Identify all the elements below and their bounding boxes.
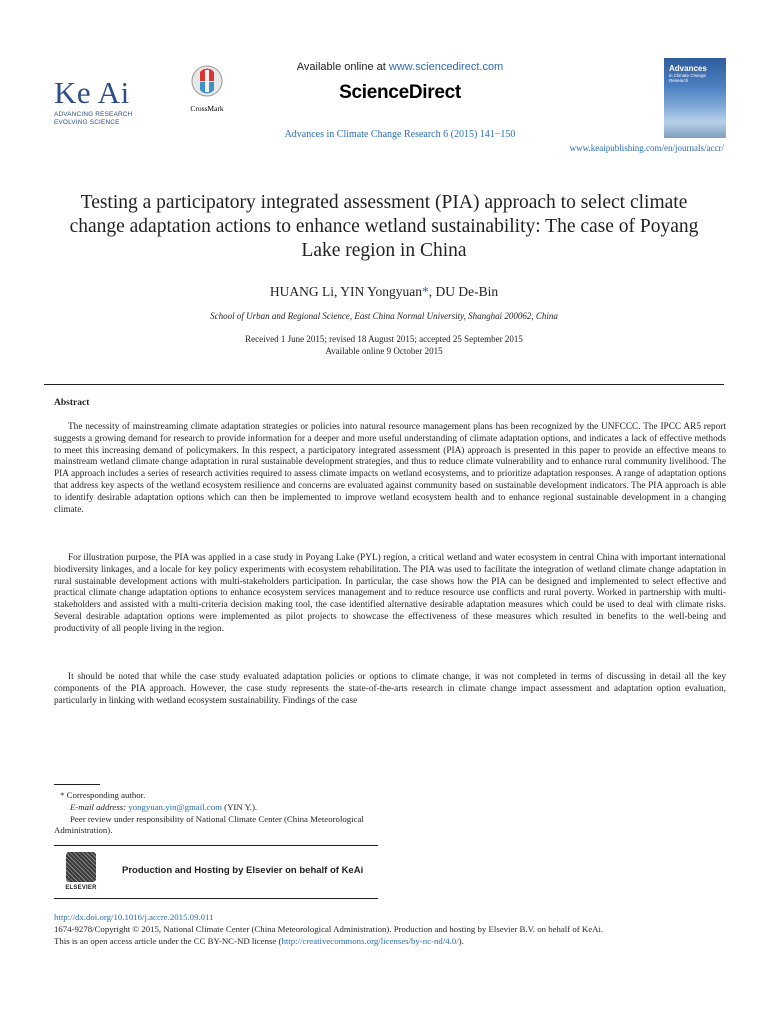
elsevier-logo bbox=[62, 850, 100, 894]
sciencedirect-link[interactable]: www.sciencedirect.com bbox=[388, 61, 504, 73]
license-line bbox=[54, 936, 464, 947]
footnote-divider bbox=[54, 784, 100, 785]
elsevier-wordmark: ELSEVIER bbox=[65, 885, 97, 891]
corresponding-author-marker[interactable]: * bbox=[422, 284, 429, 299]
crossmark-label: CrossMark bbox=[190, 104, 224, 113]
authors-first: HUANG Li, YIN Yongyuan bbox=[269, 284, 422, 299]
email-note bbox=[70, 802, 257, 813]
available-online bbox=[270, 61, 530, 73]
available-online-date: Available online 9 October 2015 bbox=[325, 346, 443, 356]
corresponding-author-note: * Corresponding author. bbox=[60, 790, 146, 800]
available-online-prefix: Available online at bbox=[296, 61, 389, 73]
keai-logo bbox=[54, 75, 136, 126]
author-list bbox=[60, 284, 708, 300]
cover-subtitle: in Climate Change Research bbox=[669, 73, 707, 83]
crossmark-badge[interactable] bbox=[184, 64, 230, 113]
abstract-paragraph-3: It should be noted that while the case study evaluated adaptation policies or options to climate change, it was not completed in terms of discussing in detail all the key components of the PIA approach. However, the case study represents the state-of-the-arts research in climate change impact assessment and adaptation option evaluation, particularly in linking with wetland ecosystem sustainability. Findings of the case bbox=[54, 672, 726, 706]
keai-tagline-1: ADVANCING RESEARCH bbox=[54, 111, 133, 118]
email-label: E-mail address: bbox=[70, 802, 129, 812]
elsevier-tree-icon bbox=[66, 852, 96, 882]
license-suffix: ). bbox=[458, 936, 464, 946]
abstract-paragraph-1: The necessity of mainstreaming climate adaptation strategies or policies into natural resource management plans has been recognized by the UNFCCC. The IPCC AR5 report suggests a growing demand for research to provide information for a deeper and more useful understanding of climate adaptation options, and indicates a lack of effective methods to meet this increasing demand of policymakers. In this respect, a participatory integrated assessment (PIA) approach is presented in this paper to provide an effective means to mainstream wetland climate change adaptation in rural sustainable development strategies, and thus to reduce climate vulnerability and to enhance rural community livelihood. The PIA approach includes a series of research activities required to assess climate impacts on wetland ecosystems, and to prioritize adaptation responses. A range of adaptation options that address key aspects of the wetland ecosystem resilience and concerns are evaluated against community based on sustainable development indicators. The PIA approach is able to identify desirable adaptation options which can then be implemented to improve wetland ecosystem health and to enhance regional sustainable development in a changing climate. bbox=[54, 422, 726, 515]
journal-reference[interactable]: Advances in Climate Change Research 6 (2015) 141−150 bbox=[284, 129, 516, 140]
authors-rest: , DU De-Bin bbox=[428, 284, 499, 299]
elsevier-hosting-text: Production and Hosting by Elsevier on behalf of KeAi bbox=[122, 865, 364, 876]
sciencedirect-logo: ScienceDirect bbox=[339, 82, 461, 103]
doi-link[interactable]: http://dx.doi.org/10.1016/j.accre.2015.09.011 bbox=[54, 912, 214, 922]
keai-tagline bbox=[54, 111, 136, 126]
email-suffix: (YIN Y.). bbox=[221, 802, 258, 812]
license-prefix: This is an open access article under the CC BY-NC-ND license ( bbox=[54, 936, 282, 946]
abstract-paragraph-2: For illustration purpose, the PIA was applied in a case study in Poyang Lake (PYL) region, a critical wetland and water ecosystem in central China with important international biodiversity linkages, and a locale for key policy experiments with ecosystem rehabilitation. The PIA was used to facilitate the integration of wetland climate change adaptation in rural sustainable development actions with multi-stakeholders participation. In particular, the case shows how the PIA can be designed and implemented to select effective and practical climate change adaptation options to enhance ecosystem services management and to reduce resource use conflicts and rural poverty. Worked in partnership with multi-stakeholders and assisted with a multi-criteria decision making tool, the case identified alternative desirable adaptation measures which could be used to deal with climate risks. Several desirable adaptation options were implemented as pilot projects to showcase the effectiveness of these measures which resulted in benefits to the well-being and productivity of all people living in the region. bbox=[54, 553, 726, 634]
abstract-heading: Abstract bbox=[54, 398, 90, 408]
keai-wordmark: Ke Ai bbox=[54, 75, 130, 110]
elsevier-hosting-banner bbox=[54, 845, 378, 899]
copyright-line: 1674-9278/Copyright © 2015, National Climate Center (China Meteorological Administration). Production and hosting by Elsevier B.V. on behalf of KeAi. bbox=[54, 924, 604, 934]
keai-tagline-2: EVOLVING SCIENCE bbox=[54, 118, 120, 126]
journal-cover-image bbox=[664, 58, 726, 138]
journal-url-link[interactable]: www.keaipublishing.com/en/journals/accr/ bbox=[569, 143, 724, 153]
peer-review-note: Peer review under responsibility of National Climate Center (China Meteorological Administration). bbox=[54, 814, 364, 835]
article-title: Testing a participatory integrated assessment (PIA) approach to select climate change adaptation actions to enhance wetland sustainability: The case of Poyang Lake region in China bbox=[69, 192, 699, 261]
cover-title: Advances bbox=[669, 64, 707, 73]
license-link[interactable]: http://creativecommons.org/licenses/by-nc-nd/4.0/ bbox=[281, 936, 459, 946]
email-link[interactable]: yongyuan.yin@gmail.com bbox=[128, 802, 222, 812]
crossmark-icon bbox=[190, 64, 224, 98]
received-dates: Received 1 June 2015; revised 18 August 2015; accepted 25 September 2015 bbox=[245, 334, 523, 344]
affiliation: School of Urban and Regional Science, East China Normal University, Shanghai 200062, China bbox=[210, 311, 558, 321]
header-divider bbox=[44, 384, 724, 385]
